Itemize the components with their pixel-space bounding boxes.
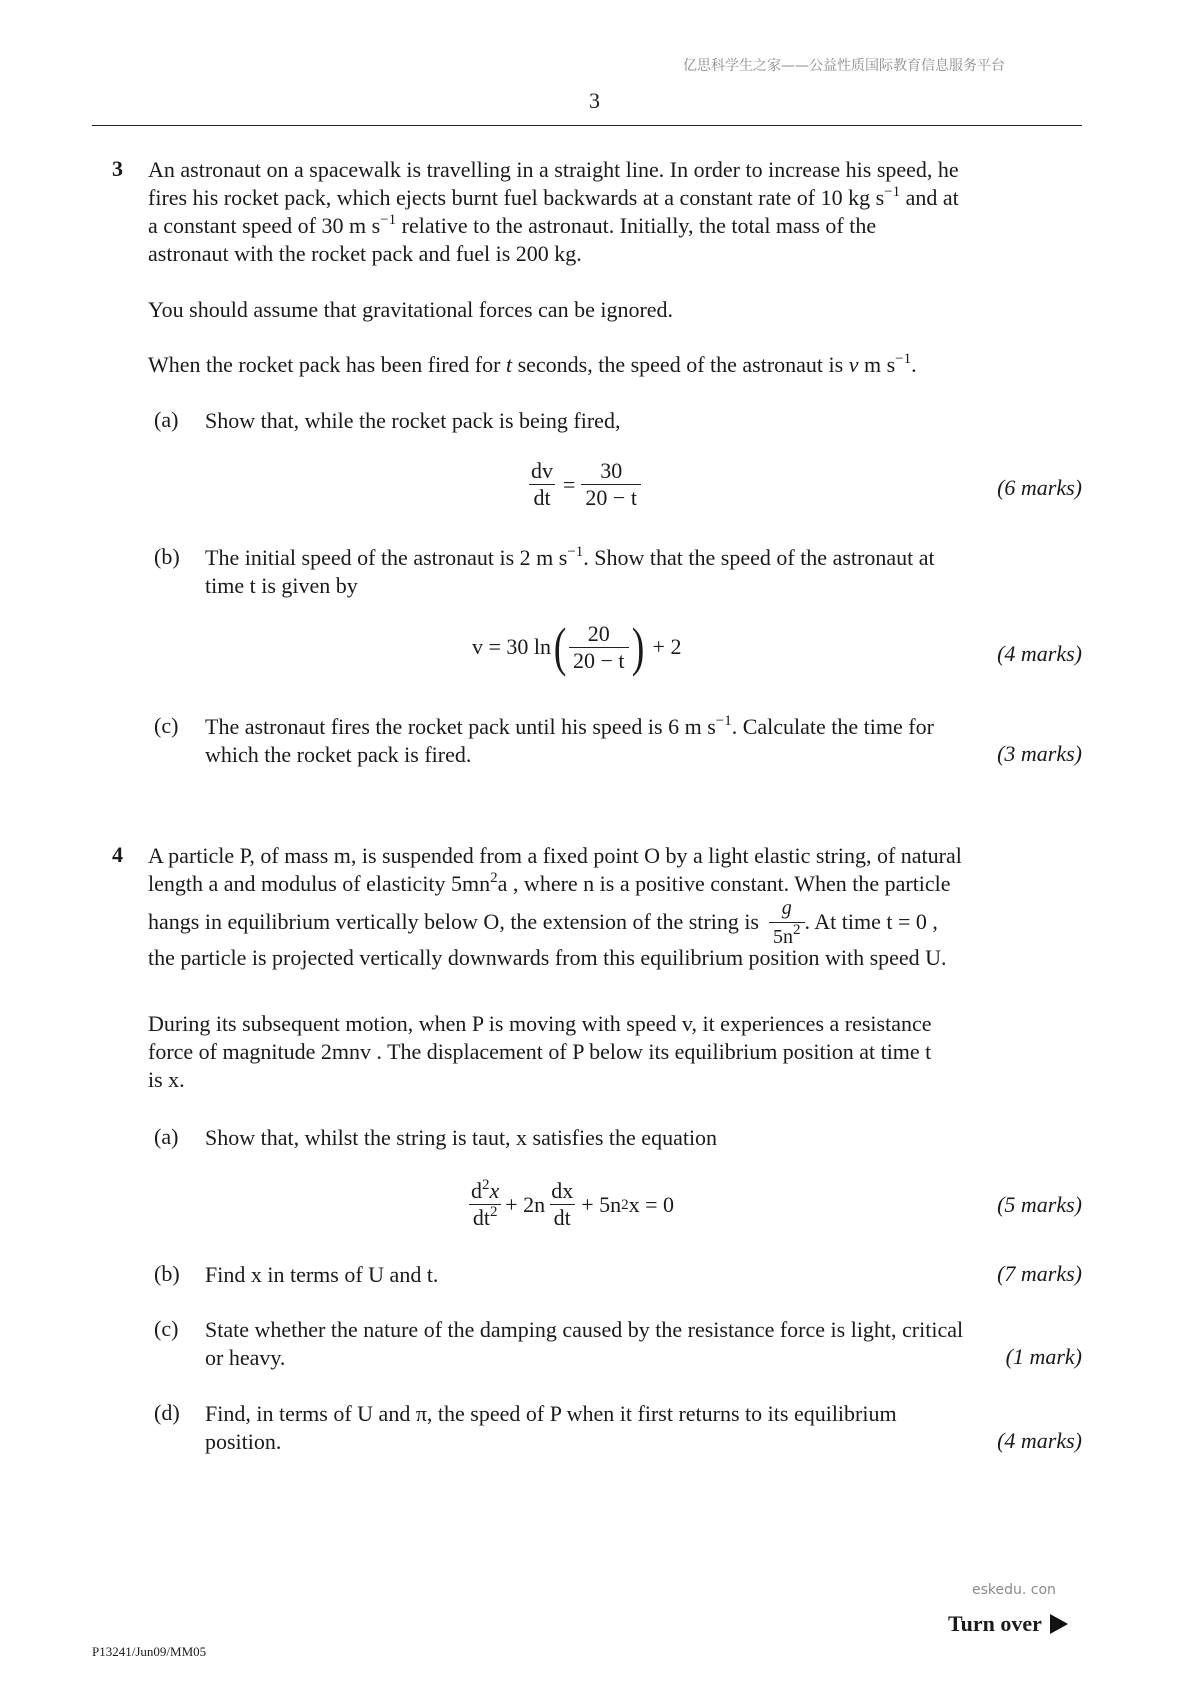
q3-part-a-text: Show that, while the rocket pack is being fired,	[205, 408, 621, 433]
q3-part-c-label: (c)	[154, 713, 179, 738]
q4-part-b-marks: (7 marks)	[997, 1261, 1082, 1286]
q3-part-a-marks: (6 marks)	[997, 475, 1082, 500]
q4-part-d-label: (d)	[154, 1400, 180, 1425]
turn-over: Turn over	[948, 1611, 1068, 1637]
q4-part-a-equation: $\frac{d^2x}{dt^2}$ + 2n $\frac{dx}{dt}$ + 5n 2 x = 0	[467, 1178, 674, 1231]
q3-part-b-label: (b)	[154, 544, 180, 569]
q4-part-a-text: Show that, whilst the string is taut, x satisfies the equation	[205, 1125, 718, 1150]
q4-part-d-marks: (4 marks)	[997, 1428, 1082, 1453]
q3-part-b-marks: (4 marks)	[997, 641, 1082, 666]
question-4-motion: During its subsequent motion, when P is moving with speed v, it experiences a resistance force of magnitude 2mnv . The displacement of P below its equilibrium position at time t is x.	[148, 1011, 932, 1092]
question-3-when: When the rocket pack has been fired for t seconds, the speed of the astronaut is v m $s^{-1}$.	[148, 351, 917, 377]
q4-part-b-text: Find x in terms of U and t.	[205, 1262, 439, 1287]
q3-part-b-equation: v = 30 ln ( $\frac{20}{20 - t}$ ) + 2	[472, 617, 682, 677]
question-3-assumption: You should assume that gravitational forces can be ignored.	[148, 297, 674, 322]
q4-part-a-marks: (5 marks)	[997, 1192, 1082, 1217]
q4-part-c-marks: (1 mark)	[1005, 1344, 1082, 1369]
q4-part-c-label: (c)	[154, 1316, 179, 1341]
q3-part-c-text: The astronaut fires the rocket pack until his speed is 6 m $s^{-1}$. Calculate the time for which the rocket pack is fired.	[205, 713, 934, 767]
header-rule	[92, 125, 1082, 126]
watermark-bottom: eskedu. con	[972, 1582, 1056, 1598]
q3-part-c-marks: (3 marks)	[997, 741, 1082, 766]
watermark-top: 亿思科学生之家——公益性质国际教育信息服务平台	[683, 58, 1005, 74]
triangle-right-icon	[1050, 1614, 1068, 1634]
q4-part-c-text: State whether the nature of the damping caused by the resistance force is light, critical or heavy.	[205, 1317, 964, 1370]
question-4-number: 4	[112, 842, 123, 867]
question-4-intro: A particle P, of mass m, is suspended from a fixed point O by a light elastic string, of natural length a and modulus of elasticity $5mn^2a$ , where n is a positive constant. When the particle hangs in equilibrium vertically below O, the extension of the string is $\frac{g}{5n^2}$ . At time t = 0 , the particle is projected vertically downwards from this equilibrium position with speed U.	[148, 843, 962, 970]
q3-part-b-text: The initial speed of the astronaut is 2 m $s^{-1}$. Show that the speed of the astronaut at time t is given by	[205, 544, 935, 598]
q3-part-a-label: (a)	[154, 407, 179, 432]
q4-part-a-label: (a)	[154, 1124, 179, 1149]
q3-part-a-equation: $\frac{dv}{dt}$ = $\frac{30}{20 - t}$	[527, 458, 641, 511]
paper-code: P13241/Jun09/MM05	[92, 1644, 207, 1659]
question-3-number: 3	[112, 156, 123, 181]
q4-part-b-label: (b)	[154, 1261, 180, 1286]
q4-part-d-text: Find, in terms of U and π, the speed of P when it first returns to its equilibrium position.	[205, 1401, 897, 1454]
question-3-intro: An astronaut on a spacewalk is travelling in a straight line. In order to increase his speed, he fires his rocket pack, which ejects burnt fuel backwards at a constant rate of 10 kg $s^{-1}$ and at a constant speed of 30 m $s^{-1}$ relative to the astronaut. Initially, the total mass of the astronaut with the rocket pack and fuel is 200 kg.	[148, 157, 959, 266]
page-number: 3	[589, 88, 600, 113]
